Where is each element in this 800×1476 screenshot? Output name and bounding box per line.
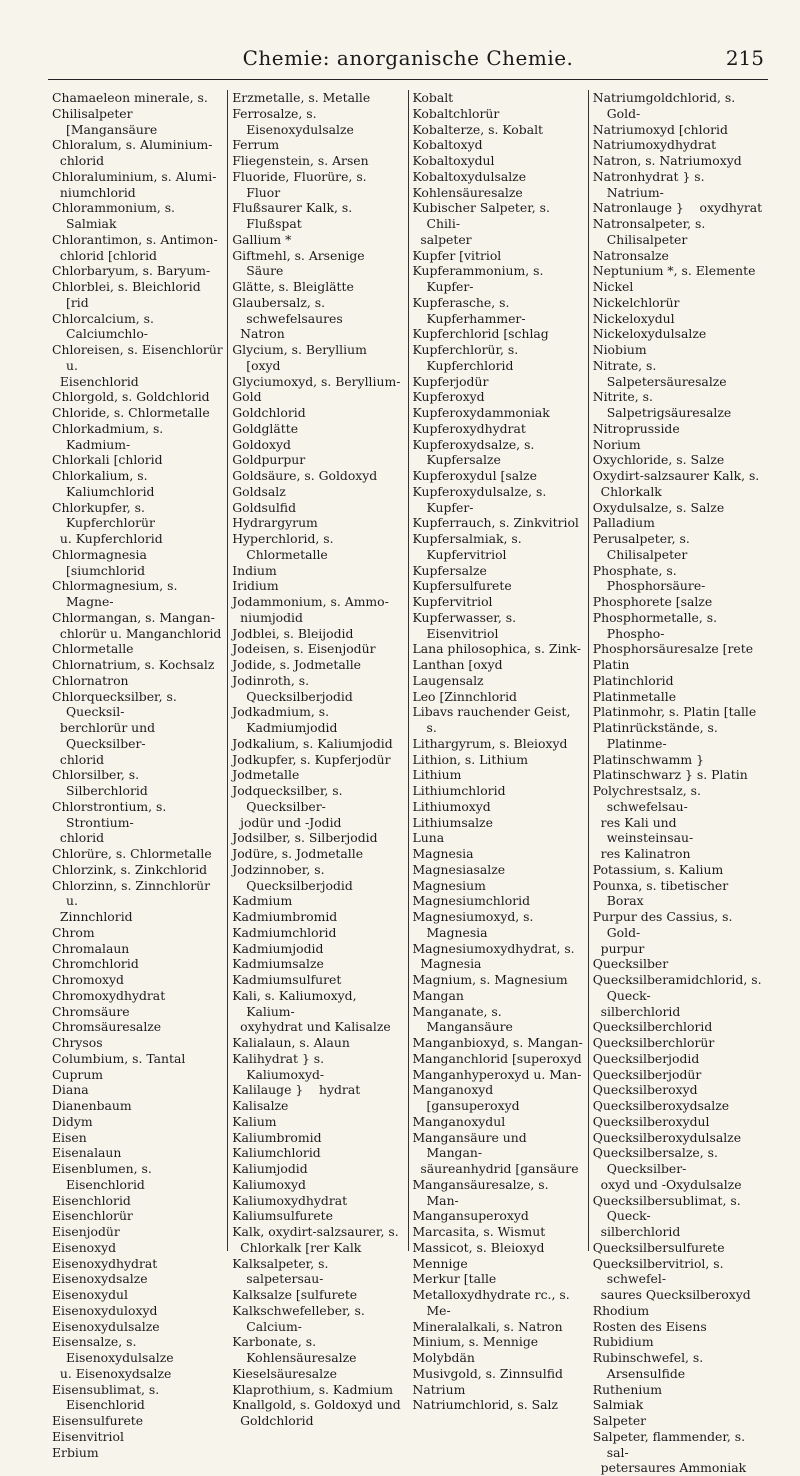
index-entry: Quecksilberoxydsalze [592,1098,730,1113]
index-entry: Magnesia [412,846,474,861]
index-entry: Eisenoxyd [52,1239,117,1255]
index-entry: Kupferasche, s. Kupferhammer- [412,294,526,326]
index-entry: Kalksalpeter, s. salpetersau- [232,1255,333,1287]
index-entry: Marcasita, s. Wismut [412,1224,546,1239]
index-entry: Natriumgoldchlorid, s. Gold- [592,90,740,121]
index-entry: Nickelchlorür [592,294,680,310]
index-entry: Massicot, s. Bleioxyd [412,1239,545,1255]
index-entry: Jodide, s. Jodmetalle [232,657,362,672]
index-entry: Kaliumoxydhydrat [232,1192,348,1208]
index-entry: Kadmiumjodid [232,940,324,956]
header-rule [48,79,768,80]
index-entry: Chlorkupfer, s. Kupferchlorür [52,499,155,531]
index-entry: Salpeter [592,1413,647,1428]
index-entry: Kalium [232,1113,277,1129]
index-entry: Magnesiumoxyd, s. Magnesia [412,909,538,940]
index-entry: Chlornatron [52,672,129,688]
index-entry: Nickeloxydulsalze [592,326,707,342]
index-entry: Kupferchlorür, s. Kupferchlorid [412,342,523,373]
index-entry: Platin [592,657,630,672]
index-entry: Quecksilber [592,956,669,972]
index-entry: Eisenalaun [52,1145,122,1161]
index-entry: Quecksilbersublimat, s. Queck- [592,1192,745,1224]
index-entry: Kupferwasser, s. Eisenvitriol [412,609,520,641]
index-entry: Goldglätte [232,420,299,436]
index-entry: Nitrate, s. Salpetersäuresalze [592,357,727,389]
index-entry: Diana [52,1082,89,1098]
index-entry: Kobaltchlorür [412,105,500,121]
index-entry: Manganate, s. Mangansäure [412,1003,513,1035]
index-entry: Kupferoxydulsalze, s. Kupfer- [412,483,551,515]
index-entry: Quecksilberchlorür [592,1035,715,1050]
index-entry: Chromchlorid [52,956,139,972]
index-entry: Musivgold, s. Zinnsulfid [412,1365,563,1381]
index-entry: Eisenoxydulsalze [52,1318,160,1334]
index-entry: Knallgold, s. Goldoxyd und [232,1397,401,1413]
index-entry: Kalilauge } hydrat [232,1082,361,1098]
index-entry: Chloraluminium, s. Alumi- [52,168,217,184]
index-entry: salpeter [412,231,472,247]
index-entry: Eisenchlorid [52,373,139,389]
index-entry: Ferrosalze, s. Eisenoxydulsalze [232,105,354,137]
index-entry: Kalksalze [sulfurete [232,1287,358,1302]
index-entry: Quecksilberchlorid [592,1019,713,1035]
index-entry: Eisenjodür [52,1224,120,1239]
index-entry: Jodkadmium, s. Kadmiumjodid [232,704,338,735]
index-entry: Natronhydrat } s. Natrium- [592,168,709,200]
index-entry: Kali, s. Kaliumoxyd, Kalium- [232,987,361,1019]
index-entry: Rubidium [592,1334,654,1350]
index-entry: Kupferoxydhydrat [412,420,526,436]
index-entry: chlorid [52,153,105,168]
index-entry: Niobium [592,342,647,357]
index-entry: Eisenvitriol [52,1428,124,1444]
index-entry: Chlorammonium, s. Salmiak [52,200,179,231]
index-entry: Chlorzink, s. Zinkchlorid [52,861,208,877]
index-entry: Natriumoxydhydrat [592,137,717,153]
index-entry: Lanthan [oxyd [412,657,503,672]
index-entry: Leo [Zinnchlorid [412,688,517,704]
index-entry: chlorid [chlorid [52,247,157,263]
index-entry: res Kalinatron [592,846,691,861]
index-entry: Phosphormetalle, s. Phospho- [592,609,722,641]
index-entry: Kaliumoxyd [232,1176,306,1192]
index-entry: Iridium [232,578,279,594]
index-entry: Karbonate, s. Kohlensäuresalze [232,1334,357,1365]
index-entry: Kadmiumbromid [232,909,338,924]
index-entry: Chlorquecksilber, s. Quecksil- [52,688,181,720]
index-entry: Magnesiumoxydhydrat, s. [412,940,575,956]
index-entry: Hydrargyrum [232,515,318,531]
index-entry: Kupferoxydul [salze [412,468,537,483]
index-entry: Goldchlorid [232,1413,314,1428]
index-entry: Manganchlorid [superoxyd [412,1050,582,1066]
index-entry: Jodinroth, s. Quecksilberjodid [232,672,353,704]
index-entry: silberchlorid [592,1003,681,1019]
index-entry: Rhodium [592,1302,650,1318]
index-entry: Jodsilber, s. Silberjodid [232,830,378,846]
index-entry: Kupfersalmiak, s. Kupfervitriol [412,531,526,562]
index-entry: Eisenoxydul [52,1287,129,1302]
index-entry: Cuprum [52,1066,104,1082]
index-entry: Manganoxyd [gansuperoxyd [412,1082,520,1113]
index-entry: Kohlensäuresalze [412,184,523,200]
index-entry: u. Kupferchlorid [52,531,163,546]
index-entry: Kupferjodür [412,373,489,389]
index-entry: Jodüre, s. Jodmetalle [232,846,364,861]
index-entry: Libavs rauchender Geist, s. [412,704,575,735]
index-entry: Gold [232,389,262,405]
index-entry: Kadmiumchlorid [232,924,337,940]
index-entry: Laugensalz [412,672,484,688]
index-entry: Kadmium [232,893,293,909]
index-entry: Potassium, s. Kalium [592,861,724,877]
index-entry: saures Quecksilberoxyd [592,1287,751,1302]
index-entry: Chlorkalk [rer Kalk [232,1239,362,1255]
index-entry: Natron [232,326,285,342]
index-entry: Lithiumchlorid [412,783,506,798]
index-entry: Eisenblumen, s. Eisenchlorid [52,1161,156,1192]
index-entry: Kupferoxyd [412,389,485,405]
index-entry: Norium [592,436,641,452]
index-entry: Chloride, s. Chlormetalle [52,405,210,420]
index-entry: Goldsulfid [232,499,297,515]
index-entry: Chlormangan, s. Mangan- [52,609,215,625]
index-entry: Chromoxyd [52,972,124,987]
index-entry: oxyd und -Oxydulsalze [592,1176,742,1192]
index-entry: Nickeloxydul [592,310,675,326]
index-entry: chlorid [52,751,105,767]
index-entry: Fluoride, Fluorüre, s. Fluor [232,168,371,200]
index-entry: Kupferammonium, s. Kupfer- [412,263,548,294]
index-entry: Luna [412,830,445,846]
index-entry: Kalialaun, s. Alaun [232,1035,350,1050]
index-entry: chlorid [52,830,105,846]
index-entry: Neptunium *, s. Elemente [592,263,756,279]
index-entry: Salmiak [592,1397,644,1413]
index-entry: Polychrestsalz, s. schwefelsau- [592,783,705,814]
index-entry: Didym [52,1113,93,1129]
index-entry: Magnium, s. Magnesium [412,972,568,987]
index-entry: Columbium, s. Tantal [52,1050,186,1066]
index-entry: Platinschwamm } [592,751,704,767]
index-entry: Goldsäure, s. Goldoxyd [232,468,378,483]
index-entry: Minium, s. Mennige [412,1334,539,1350]
index-entry: Chlorcalcium, s. Calciumchlo- [52,310,158,342]
index-entry: Platinschwarz } s. Platin [592,767,748,783]
index-entry: Chromalaun [52,940,130,956]
index-entry: Kalkschwefelleber, s. Calcium- [232,1302,369,1334]
index-entry: Kaliumsulfurete [232,1208,333,1224]
index-entry: petersaures Ammoniak [592,1460,747,1476]
index-entry: Platinmohr, s. Platin [talle [592,704,757,720]
index-entry: Natronlauge } oxydhyrat [592,200,763,216]
index-entry: Chromoxydhydrat [52,987,166,1003]
index-entry: Lithiumoxyd [412,798,491,814]
index-entry: Chlorkalium, s. Kaliumchlorid [52,468,155,499]
index-entry: Chromsäuresalze [52,1019,162,1035]
index-entry: jodür und -Jodid [232,814,342,830]
index-entry: Kobalterze, s. Kobalt [412,121,544,137]
index-entry: Platinmetalle [592,688,677,704]
index-entry: Kupfersalze [412,562,487,578]
index-entry: Rosten des Eisens [592,1318,707,1334]
index-entry: Mangansuperoxyd [412,1208,529,1224]
index-entry: Kalk, oxydirt-salzsaurer, s. [232,1224,399,1239]
index-entry: Erzmetalle, s. Metalle [232,90,371,105]
index-entry: Ruthenium [592,1381,663,1397]
index-entry: Oxydirt-salzsaurer Kalk, s. [592,468,760,483]
index-entry: Gallium * [232,231,292,247]
index-entry: Kieselsäuresalze [232,1365,338,1381]
index-entry: Jodmetalle [232,767,300,783]
index-columns [48,90,768,1476]
index-entry: Quecksilbersulfurete [592,1239,725,1255]
index-entry: Chloralum, s. Aluminium- [52,137,213,153]
index-entry: Indium [232,562,277,578]
index-entry: Goldoxyd [232,436,291,452]
index-entry: Kupferoxydsalze, s. Kupfersalze [412,436,539,468]
index-entry: Goldpurpur [232,452,306,468]
page-header [48,42,768,76]
index-entry: säureanhydrid [gansäure [412,1161,579,1176]
index-entry: Giftmehl, s. Arsenige Säure [232,247,369,279]
index-entry: Oxychloride, s. Salze [592,452,725,468]
index-entry: Chromsäure [52,1003,130,1019]
index-entry: Kupfersulfurete [412,578,512,594]
index-column-2 [228,90,408,1428]
index-entry: Natronsalze [592,247,669,263]
index-entry: Fliegenstein, s. Arsen [232,153,369,168]
index-entry: Phosphorsäuresalze [rete [592,641,754,657]
index-entry: Lithargyrum, s. Bleioxyd [412,735,568,751]
index-entry: Kupfervitriol [412,594,493,609]
index-entry: Kupferoxydammoniak [412,405,550,420]
index-entry: Chlorantimon, s. Antimon- [52,231,218,247]
index-entry: Chamaeleon minerale, s. [52,90,208,105]
index-entry: Kobalt [412,90,454,105]
index-entry: Quecksilberamidchlorid, s. Queck- [592,972,766,1003]
index-entry: Nitrite, s. Salpetrigsäuresalze [592,389,732,420]
index-entry: Jodquecksilber, s. Quecksilber- [232,783,347,814]
index-entry: Eisenchlorid [52,1192,131,1208]
index-entry: Lithion, s. Lithium [412,751,529,767]
running-title: Chemie: anorganische Chemie. [242,46,574,70]
index-entry: Kaliumchlorid [232,1145,321,1161]
index-entry: Mangan [412,987,464,1003]
index-entry: Magnesiumchlorid [412,893,531,909]
index-entry: Chlorbaryum, s. Baryum- [52,263,211,279]
index-entry: Magnesiasalze [412,861,506,877]
index-entry: Klaprothium, s. Kadmium [232,1381,393,1397]
index-entry: berchlorür und Quecksilber- [52,720,160,751]
index-entry: Mangansäure und Mangan- [412,1129,531,1161]
index-entry: purpur [592,940,645,956]
index-entry: Pounxa, s. tibetischer Borax [592,877,733,909]
index-entry: chlorür u. Manganchlorid [52,625,222,641]
index-entry: Chrom [52,924,95,940]
index-entry: Kobaltoxydulsalze [412,168,527,184]
index-entry: Quecksilberjodür [592,1066,702,1082]
index-entry: Kupferrauch, s. Zinkvitriol [412,515,579,531]
index-entry: Quecksilbervitriol, s. schwefel- [592,1255,728,1287]
index-entry: Goldchlorid [232,405,306,420]
index-entry: Mangansäuresalze, s. Man- [412,1176,553,1208]
index-entry: Chlorkali [chlorid [52,452,163,468]
index-entry: Ferrum [232,137,280,153]
index-entry: Kadmiumsulfuret [232,972,342,987]
index-entry: Magnesium [412,877,486,893]
index-column-1 [48,90,228,1460]
index-entry: Quecksilberoxyd [592,1082,698,1098]
index-entry: Chlorzinn, s. Zinnchlorür u. [52,877,215,909]
index-entry: Quecksilberoxydul [592,1113,710,1129]
index-entry: Natrium [412,1381,466,1397]
index-entry: Eisenchlorür [52,1208,133,1224]
index-entry: Eisenoxydhydrat [52,1255,158,1271]
index-entry: Manganhyperoxyd u. Man- [412,1066,582,1082]
index-entry: Platinchlorid [592,672,674,688]
index-entry: niumchlorid [52,184,136,200]
index-entry: Eisenoxyduloxyd [52,1302,158,1318]
index-entry: Palladium [592,515,655,531]
index-entry: Jodeisen, s. Eisenjodür [232,641,376,657]
index-entry: Glätte, s. Bleiglätte [232,279,354,294]
index-entry: oxyhydrat und Kalisalze [232,1019,391,1035]
index-entry: Kaliumbromid [232,1129,322,1145]
index-entry: Rubinschwefel, s. Arsensulfide [592,1350,708,1381]
index-entry: Natriumchlorid, s. Salz [412,1397,558,1413]
index-entry: Magnesia [412,956,482,972]
index-entry: Kadmiumsalze [232,956,324,972]
index-entry: Chlorblei, s. Bleichlorid [rid [52,279,205,310]
index-entry: Chloreisen, s. Eisenchlorür u. [52,342,227,373]
index-entry: Perusalpeter, s. Chilisalpeter [592,531,694,562]
index-entry: Kobaltoxydul [412,153,495,168]
index-entry: Jodzinnober, s. Quecksilberjodid [232,861,353,893]
index-entry: Chlorüre, s. Chlormetalle [52,846,212,861]
index-entry: Kupferchlorid [schlag [412,326,549,342]
index-column-3 [409,90,589,1413]
index-entry: Quecksilbersalze, s. Quecksilber- [592,1145,722,1176]
index-entry: Jodammonium, s. Ammo- [232,594,389,609]
index-entry: Chlornatrium, s. Kochsalz [52,657,215,672]
index-entry: Oxydulsalze, s. Salze [592,499,725,515]
index-entry: Kobaltoxyd [412,137,483,153]
index-entry: Phosphate, s. Phosphorsäure- [592,562,706,594]
index-entry: Chlorkalk [592,483,662,499]
index-entry: Jodkalium, s. Kaliumjodid [232,735,393,751]
index-entry: Goldsalz [232,483,286,499]
index-entry: Zinnchlorid [52,909,133,924]
index-entry: Kalisalze [232,1098,289,1113]
index-entry: Salpeter, flammender, s. sal- [592,1428,750,1460]
index-entry: Chlormagnesium, s. Magne- [52,578,182,609]
index-entry: Chlormetalle [52,641,134,657]
index-entry: Metalloxydhydrate rc., s. Me- [412,1287,574,1318]
index-entry: Nitroprusside [592,420,680,436]
index-entry: Purpur des Cassius, s. Gold- [592,909,737,940]
index-entry: Jodblei, s. Bleijodid [232,625,354,641]
index-entry: Molybdän [412,1350,475,1365]
index-entry: Lithiumsalze [412,814,493,830]
index-entry: Quecksilberjodid [592,1050,700,1066]
index-entry: u. Eisenoxydsalze [52,1365,172,1381]
index-entry: Dianenbaum [52,1098,132,1113]
index-entry: Kubischer Salpeter, s. Chili- [412,200,554,231]
index-entry: Mennige [412,1255,468,1271]
index-entry: Natriumoxyd [chlorid [592,121,728,137]
index-entry: Nickel [592,279,634,294]
index-entry: Kalihydrat } s. Kaliumoxyd- [232,1050,329,1082]
index-entry: Lithium [412,767,462,783]
index-entry: Chlorsilber, s. Silberchlorid [52,767,148,798]
index-entry: Natronsalpeter, s. Chilisalpeter [592,216,710,247]
index-entry: niumjodid [232,609,303,625]
index-entry: Chlorstrontium, s. Strontium- [52,798,171,830]
page-number: 215 [725,46,764,70]
index-entry: Chlorgold, s. Goldchlorid [52,389,210,405]
index-entry: Glycium, s. Beryllium [oxyd [232,342,371,373]
index-entry: silberchlorid [592,1224,681,1239]
index-entry: Mineralalkali, s. Natron [412,1318,563,1334]
index-entry: Eisensalze, s. Eisenoxydulsalze [52,1334,174,1365]
index-entry: Chrysos [52,1035,103,1050]
index-entry: Hyperchlorid, s. Chlormetalle [232,531,338,562]
index-entry: Quecksilberoxydulsalze [592,1129,742,1145]
index-entry: Glyciumoxyd, s. Beryllium- [232,373,401,389]
index-entry: Glaubersalz, s. schwefelsaures [232,294,343,326]
index-entry: Jodkupfer, s. Kupferjodür [232,751,391,767]
index-entry: Erbium [52,1444,99,1460]
index-entry: Natron, s. Natriumoxyd [592,153,742,168]
index-entry: Eisensublimat, s. Eisenchlorid [52,1381,164,1413]
index-entry: res Kali und weinsteinsau- [592,814,694,846]
index-column-4 [589,90,768,1476]
index-entry: Eisen [52,1129,87,1145]
index-entry: Manganbioxyd, s. Mangan- [412,1035,583,1050]
index-entry: Manganoxydul [412,1113,506,1129]
index-entry: Kaliumjodid [232,1161,308,1176]
index-entry: Merkur [talle [412,1271,497,1287]
index-entry: Lana philosophica, s. Zink- [412,641,581,657]
index-entry: Chlormagnesia [siumchlorid [52,546,151,578]
index-entry: Kupfer [vitriol [412,247,502,263]
index-entry: Eisenoxydsalze [52,1271,148,1287]
index-entry: Flußsaurer Kalk, s. Flußspat [232,200,357,231]
index-entry: Eisensulfurete [52,1413,144,1428]
index-entry: Platinrückstände, s. Platinme- [592,720,722,751]
index-entry: Chlorkadmium, s. Kadmium- [52,420,168,452]
index-entry: Phosphorete [salze [592,594,713,609]
index-entry: Chilisalpeter [Mangansäure [52,105,158,137]
